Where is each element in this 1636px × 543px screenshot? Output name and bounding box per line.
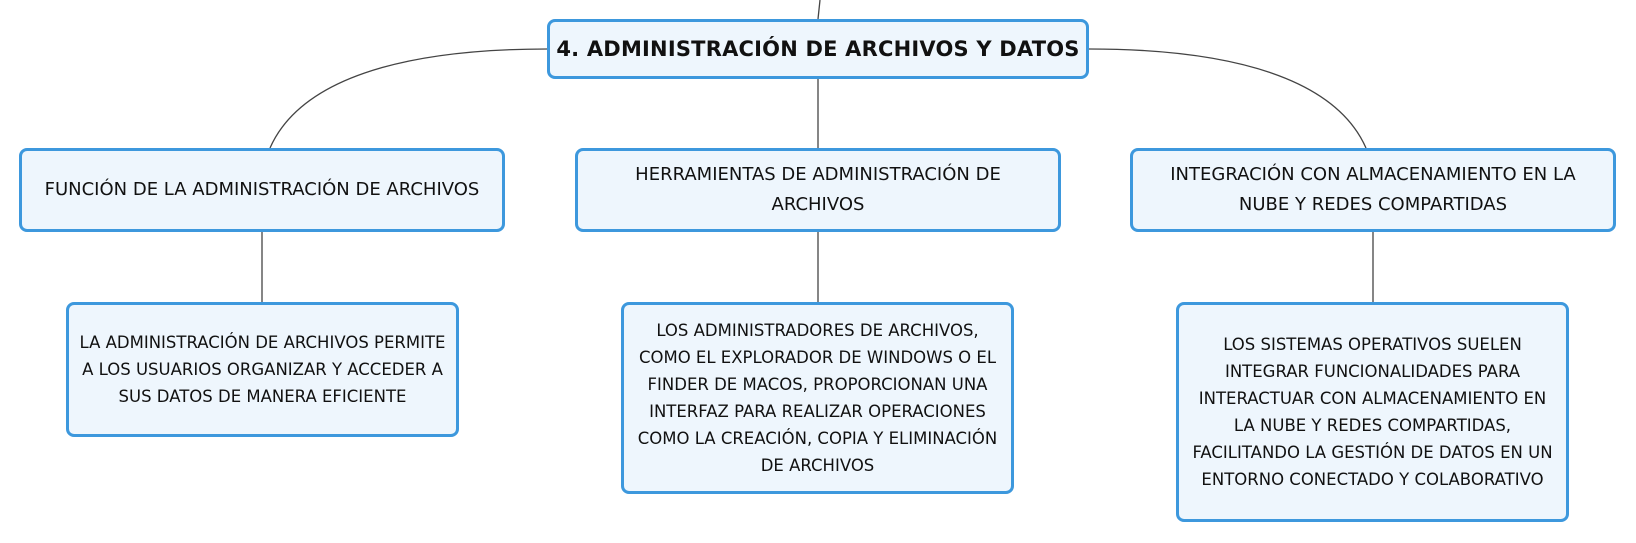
subtopic-funcion-detail[interactable]: [66, 302, 459, 437]
topic-label: INTEGRACIÓN CON ALMACENAMIENTO EN LA NUBE Y REDES COMPARTIDAS: [1170, 164, 1576, 215]
connector-root-to-branch-3: [1089, 49, 1366, 148]
subtopic-text: LOS SISTEMAS OPERATIVOS SUELEN INTEGRAR FUNCIONALIDADES PARA INTERACTUAR CON ALMACENAMIENTO EN LA NUBE Y REDES COMPARTIDAS, FACILITANDO LA GESTIÓN DE DATOS EN UN ENTORNO CONECTADO Y COLABORATIVO: [1192, 335, 1553, 489]
topic-label: FUNCIÓN DE LA ADMINISTRACIÓN DE ARCHIVOS: [44, 179, 480, 200]
connector-from-parent: [818, 0, 820, 19]
connector-root-to-branch-1: [270, 49, 547, 148]
topic-integracion[interactable]: [1130, 148, 1616, 232]
subtopic-text: LA ADMINISTRACIÓN DE ARCHIVOS PERMITE A LOS USUARIOS ORGANIZAR Y ACCEDER A SUS DATOS DE MANERA EFICIENTE: [79, 333, 446, 406]
topic-herramientas[interactable]: [575, 148, 1061, 232]
subtopic-integracion-detail[interactable]: [1176, 302, 1569, 522]
subtopic-herramientas-detail[interactable]: [621, 302, 1014, 494]
topic-funcion[interactable]: [19, 148, 505, 232]
topic-label: HERRAMIENTAS DE ADMINISTRACIÓN DE ARCHIVOS: [635, 164, 1001, 215]
root-topic[interactable]: [547, 19, 1089, 79]
root-topic-label: 4. ADMINISTRACIÓN DE ARCHIVOS Y DATOS: [556, 37, 1080, 61]
subtopic-text: LOS ADMINISTRADORES DE ARCHIVOS, COMO EL EXPLORADOR DE WINDOWS O EL FINDER DE MACOS, PROPORCIONAN UNA INTERFAZ PARA REALIZAR OPERACIONES COMO LA CREACIÓN, COPIA Y ELIMINACIÓN DE ARCHIVOS: [637, 321, 998, 475]
